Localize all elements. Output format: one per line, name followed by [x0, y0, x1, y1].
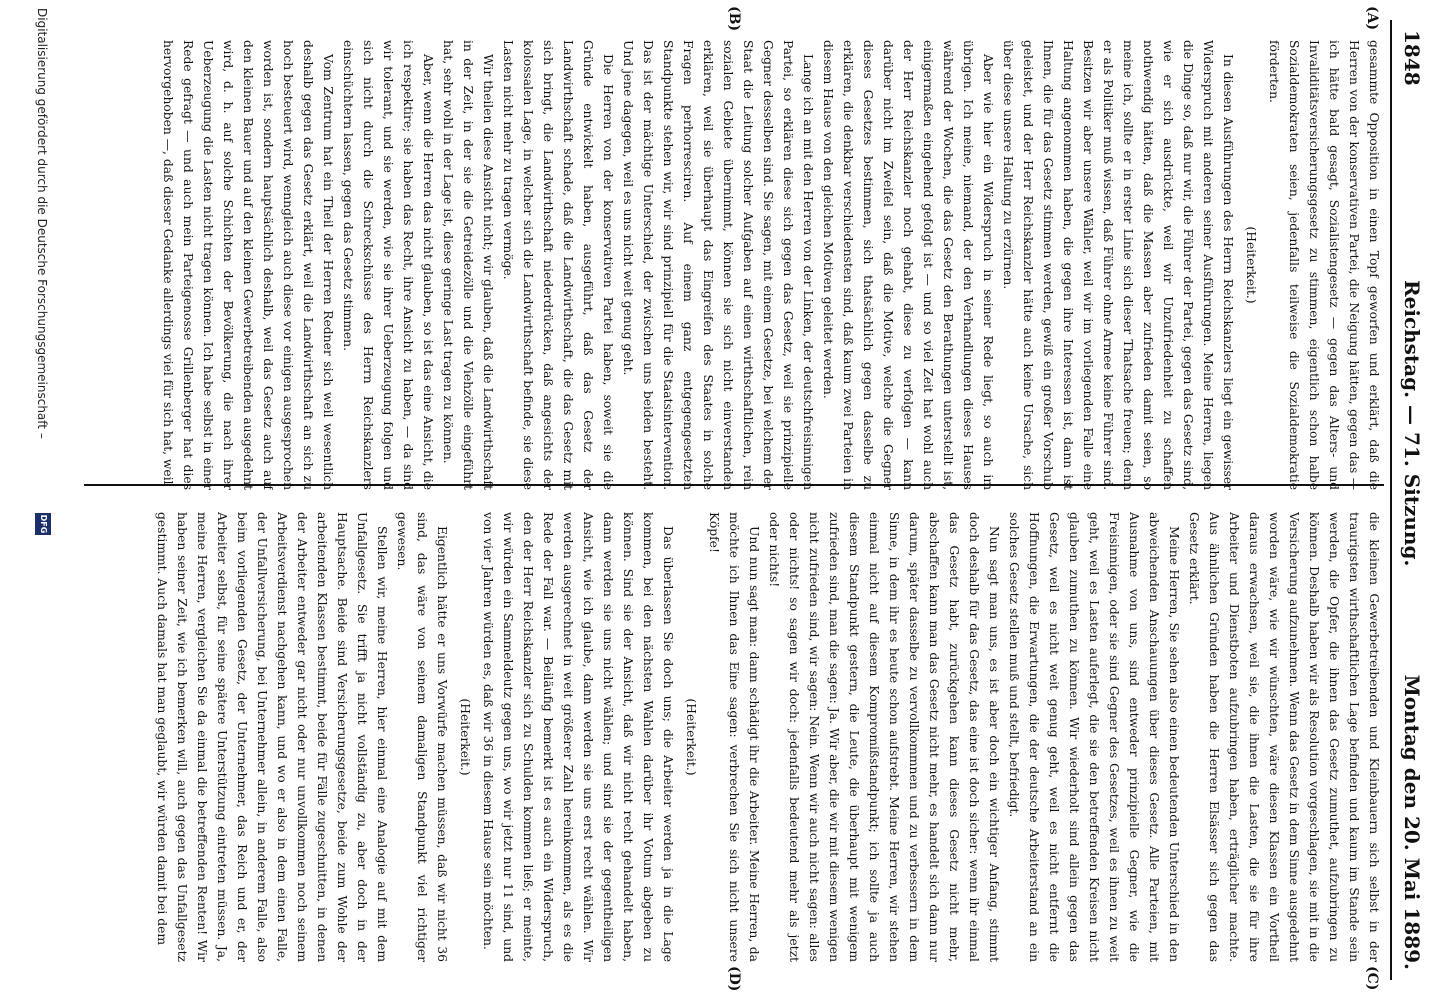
- interjection-note: (Heiterkeit.): [458, 698, 472, 776]
- paragraph: die kleinen Gewerbetreibenden und Kleinbauern sich selbst in der traurigsten wirthschaftlichen Lage befinden und kaum im Stande sein werden, die Opfer, die ihnen das Gesetz zumuthet, aufzubringen zu können. Deshalb haben wir als Resolution vorgeschlagen, sie mit in die Versicherung aufzunehmen. Wenn das Gesetz in dem Sinne ausgedehnt worden wäre, wie wir wünschten, wäre diesen Klassen ein Vortheil daraus erwachsen, weil sie, die ihnen die Lasten, die sie für ihre Arbeiter und Dienstboten aufzubringen haben, erträglicher machte. Aus ähnlichen Gründen haben die Herren Elsässer sich gegen das Gesetz erklärt.: [1187, 512, 1381, 962]
- page-header: [1394, 30, 1424, 970]
- paragraph: Nun sagt man uns, es ist aber doch ein wichtiger Anfang, stimmt doch deshalb für das Gesetz, das eine ist doch sicher: wenn ihr einmal das Gesetz habt, zurückgehen kann dieses Gesetz nicht mehr, abschaffen kann man das Gesetz nicht mehr, es handelt sich dann nur darum, später dasselbe zu vervollkommnen und zu verbessern in dem Sinne, in dem ihr es heute schon aufstrebt. Meine Herren, wir stehen einmal nicht auf diesem Kompromißstandpunkt; ich sollte ja auch diesem Standpunkt gestern, die Leute, die überhaupt mit wenigem zufrieden sind, man die sagen: Ja. Wir aber, die wir mit diesem wenigen nicht zufrieden sind, wir sagen: Nein. Wenn wir auch nicht sagen: alles oder nichts! so sagen wir doch: jedenfalls bedeutend mehr als jetzt oder nichts!: [767, 512, 1001, 962]
- digitization-credit: [30, 8, 52, 988]
- paragraph: Die Herren von der konservativen Partei haben, soweit sie die Gründe entwickelt haben, ausgeführt, daß das Gesetz der Landwirthschaft schade, daß die Landwirthschaft, die das Gesetz mit sich bringt, die Landwirthschaft niederdrücken, daß angesichts der kolossalen Lage, in welcher sich die Landwirthschaft befinde, sie diese Lasten nicht mehr zu tragen vermöge.: [501, 40, 615, 490]
- column-divider: [84, 484, 1384, 486]
- dfg-logo-icon: DFG: [35, 513, 51, 535]
- paragraph: Lange ich an mit den Herren von der Linken, der deutschfreisinnigen Partei, so erklären diese sich gegen das Gesetz, weil sie prinzipielle Gegner desselben sind. Sie sagen, mit einem Gesetze, bei welchem der Staat die Leitung solcher Aufgaben auf einen wirthschaftlichen, rein sozialen Gebiete übernimmt, können sie sich nicht einverstanden erklären, weil sie überhaupt das Eingreifen des Staates in solche Fragen perhorresciren. Auf einem ganz entgegengesetzten Standpunkte stehen wir, wir sind prinzipiell für die Staatsintervention. Das ist der mächtige Unterschied, der zwischen uns beiden besteht. Und jene dagegen, weil es uns nicht weit genug geht.: [621, 40, 815, 490]
- paragraph: Aber wie hier ein Widerspruch in seiner Rede liegt, so auch im übrigen. Ich meine, niemand, der den Verhandlungen dieses Hauses während der Wochen, die das Gesetz den Berathungen unterstellt ist, einigermaßen eingehend gefolgt ist — und so viel Zeit hat wohl auch der Herr Reichskanzler noch gehabt, diese zu verfolgen — kann darüber nicht im Zweifel sein, daß die Motive, welche die Gegner dieses Gesetzes bestimmen, sich thatsächlich gegen dasselbe zu erklären, die denkbar verschiedensten sind, daß kaum zwei Parteien in diesem Hause von den gleichen Motiven geleitet werden.: [821, 40, 995, 490]
- page-number: 1848: [1400, 30, 1424, 86]
- margin-mark-b: (B): [726, 6, 742, 32]
- session-title: Reichstag. — 71. Sitzung.: [1400, 280, 1424, 567]
- interjection-note: (Heiterkeit.): [1244, 226, 1258, 304]
- right-column: [84, 512, 1384, 962]
- paragraph: Meine Herren, Sie sehen also einen bedeutenden Unterschied in den abweichenden Anschauungen über dieses Gesetz. Alle Parteien, mit Ausnahme von uns, sind entweder prinzipielle Gegner, wie die Freisinnigen, oder sie sind Gegner des Gesetzes, weil es ihnen zu weit geht, weil es Lasten auferlegt, die sie den betreffenden Kreisen nicht glauben zumuthen zu können. Wir wiederholt sind allein gegen das Gesetz, weil es nicht weit genug geht, weil es nicht entfernt die Hoffnungen, die Erwartungen, die der deutsche Arbeiterstand an ein solches Gesetz stellen muß und stellt, befriedigt.: [1007, 512, 1181, 962]
- credit-text: Digitalisierung gefördert durch die Deutsche Forschungsgemeinschaft –: [35, 8, 49, 439]
- left-column: [84, 40, 1384, 490]
- margin-mark-a: (A): [1364, 6, 1380, 31]
- paragraph: Aber, wenn die Herren das nicht glauben, so ist das eine Ansicht, die ich respektire; sie haben das Recht, ihre Ansicht zu haben, — da sind wir tolerant, und sie werden, wie sie ihrer Ueberzeugung folgen und sich nicht durch die Schreckschüsse des Herrn Reichskanzlers einschüchtern lassen, gegen das Gesetz stimmen.: [341, 40, 435, 490]
- scanned-page: [22, 0, 1432, 1000]
- paragraph: Wir theilen diese Ansicht nicht; wir glauben, daß die Landwirthschaft in der Zeit, in der sie die Getreidezölle und die Viehzölle eingeführt hat, sehr wohl in der Lage ist, diese geringe Last tragen zu können.: [441, 40, 495, 490]
- paragraph: Eigentlich hätte er uns Vorwürfe machen müssen, daß wir nicht 36 sind, das wäre von seinem damaligen Standpunkt viel richtiger gewesen.: [395, 512, 449, 962]
- session-date: Montag den 20. Mai 1889.: [1400, 674, 1424, 970]
- margin-mark-c: (C): [1364, 966, 1380, 991]
- paragraph: Und nun sagt man: dann schädigt ihr die Arbeiter. Meine Herren, da möchte ich Ihnen das Eine sagen: verbrechen Sie sich nicht unsere Köpfe!: [707, 512, 761, 962]
- paragraph: Das überlassen Sie doch uns; die Arbeiter werden ja in die Lage kommen, bei den nächsten Wahlen darüber ihr Votum abgeben zu können. Sind sie der Ansicht, daß wir nicht recht gehandelt haben, dann werden sie uns nicht wählen; und sind sie der gegentheiligen Ansicht, wie ich glaube, dann werden sie uns erst recht wählen. Wir werden ausgerechnet in weit größerer Zahl hereinkommen, als es die Rede der Fall war. — Beiläufig bemerkt ist es auch ein Widerspruch, den der Herr Reichskanzler sich zu Schulden kommen ließ; er meinte, wir würden ein Sammeldeutz gegen uns, wo wir jetzt nur 11 sind, und von vier Jahren würden es, daß wir 36 in diesem Hause sein möchten.: [481, 512, 675, 962]
- margin-mark-d: (D): [726, 966, 742, 992]
- paragraph: In diesen Ausführungen des Herrn Reichskanzlers liegt ein gewisser Widerspruch mit anderen seiner Ausführungen. Meine Herren, liegen die Dinge so, daß nur wir, die Führer der Partei, gegen das Gesetz sind, wie er sich ausdrückte, weil wir Unzufriedenheit zu schaffen nothwendig hätten, daß die Massen aber zufrieden damit seien, so meine ich, sollte er in erster Linie sich dieser Thatsache freuen; denn er als Politiker muß wissen, daß Führer ohne Armee keine Führer sind. Besitzen wir aber unsere Wähler, weil wir im vorliegenden Falle eine Haltung angenommen haben, die gegen ihre Interessen ist, dann ist Ihnen, die für das Gesetz stimmen werden, gewiß ein großer Vorschub geleistet, und der Herr Reichskanzler hätte auch keine Ursache, sich über diese unsere Haltung zu erzürnen.: [1001, 40, 1235, 490]
- paragraph: Stellen wir, meine Herren, hier einmal eine Analogie auf mit dem Unfallgesetz. Sie trifft ja nicht vollständig zu, aber doch in der Hauptsache. Beide sind Versicherungsgesetze, beide zum Wohle der arbeitenden Klassen bestimmt, beide für Fälle zugeschnitten, in denen der Arbeiter entweder gar nicht oder nur unvollkommen noch seinem Arbeitsverdienst nachgehen kann, und wo er also in dem einen Falle, der Unfallversicherung, bei Unternehmer allein, in anderem Falle, also beim vorliegenden Gesetz, der Unternehmer, das Reich und er, der Arbeiter selbst, für seine spätere Unterstützung eintreten müssen. Ja, meine Herren, vergleichen Sie da einmal die betreffenden Renten! Wir haben seiner Zeit, wie ich bemerken will, auch gegen das Unfallgesetz gestimmt. Auch damals hat man geglaubt, wir würden damit bei dem: [155, 512, 389, 962]
- header-rule: [1390, 20, 1392, 980]
- paragraph: gesammte Opposition in einen Topf geworfen und erklärt, daß die Herren von der konservativen Partei, die Neigung hätten, gegen das — ich hätte bald gesagt, Sozialistengesetz — gegen das Alters- und Invaliditätsversicherungsgesetz zu stimmen, eigentlich schon halbe Sozialdemokraten seien, jedenfalls teilweise die Sozialdemokratie förderten.: [1267, 40, 1381, 490]
- interjection-note: (Heiterkeit.): [684, 698, 698, 776]
- paragraph: Vom Zentrum hat ein Theil der Herren Redner sich weil wesentlich deshalb gegen das Gesetz erklärt, weil die Landwirthschaft an sich zu hoch besteuert wird, wenngleich auch diese vor einigen ausgesprochen worden ist, sondern hauptsächlich deshalb, weil das Gesetz auch auf den kleinen Bauer und auf den kleinen Gewerbetreibenden ausgedehnt wird, d. h. auf solche Schichten der Bevölkerung, die nach ihrer Ueberzeugung die Lasten nicht tragen können. Ich habe selbst in einer Rede gefragt — und auch mein Parteigenosse Grillenberger hat dies hervorgehoben —, daß dieser Gedanke allerdings viel für sich hat, weil: [161, 40, 335, 490]
